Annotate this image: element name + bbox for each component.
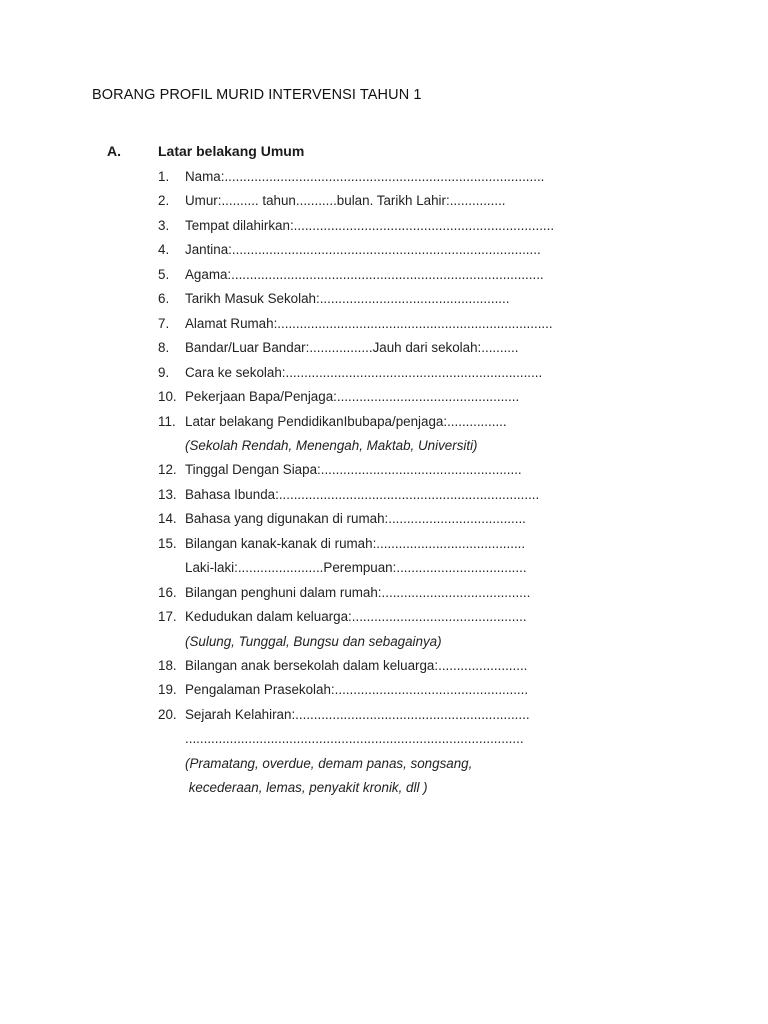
field-label: Latar belakang PendidikanIbubapa/penjaga:................ [185,413,507,429]
form-field-line [158,389,588,404]
field-number: 9. [158,364,170,380]
field-number: 3. [158,217,170,233]
field-number: 19. [158,682,177,698]
form-field-line [158,682,588,697]
form-field-line [158,731,588,746]
field-number: 15. [158,535,177,551]
form-field-line [158,414,588,429]
field-label: Nama:...................................................................................... [185,169,545,184]
form-field-line [158,756,588,771]
field-number: 17. [158,609,177,625]
field-label: Laki-laki:.......................Perempuan:................................... [185,560,527,576]
form-field-line [158,218,588,233]
field-label: Tempat dilahirkan:...................................................................... [185,217,555,233]
field-label: Cara ke sekolah:..................................................................... [185,364,543,380]
field-label: Bilangan anak bersekolah dalam keluarga:........................ [185,658,528,673]
form-field-line [158,560,588,575]
field-label: Pengalaman Prasekolah:.................................................... [185,682,529,698]
field-note: kecederaan, lemas, penyakit kronik, dll ) [185,780,428,796]
field-label: Umur:.......... tahun...........bulan. Tarikh Lahir:............... [185,193,506,209]
form-field-line [158,462,588,477]
field-label: Tinggal Dengan Siapa:...................................................... [185,462,522,478]
page-title: BORANG PROFIL MURID INTERVENSI TAHUN 1 [92,87,422,103]
form-field-line [158,365,588,380]
field-label: Bandar/Luar Bandar:.................Jauh dari sekolah:.......... [185,340,519,356]
form-field-line [158,511,588,526]
field-label: ........................................................................................... [185,731,524,747]
field-note: (Sekolah Rendah, Menengah, Maktab, Universiti) [185,437,478,453]
form-field-line [158,609,588,624]
form-field-line [158,267,588,282]
field-label: Bahasa yang digunakan di rumah:..................................... [185,511,526,527]
field-number: 8. [158,340,170,356]
field-label: Bilangan penghuni dalam rumah:........................................ [185,584,531,600]
section-letter: A. [107,143,121,159]
form-field-line [158,316,588,331]
field-number: 10. [158,389,177,405]
field-label: Alamat Rumah:.......................................................................... [185,315,553,331]
form-field-line [158,634,588,649]
section-heading: Latar belakang Umum [158,143,305,159]
field-label: Sejarah Kelahiran:............................................................... [185,706,530,722]
field-number: 16. [158,584,177,600]
field-label: Pekerjaan Bapa/Penjaga:................................................. [185,389,520,405]
field-label: Bilangan kanak-kanak di rumah:........................................ [185,535,526,551]
form-field-line [158,780,588,795]
form-field-line [158,340,588,355]
field-number: 11. [158,413,176,429]
field-label: Agama:.................................................................................... [185,266,544,282]
form-field-line [158,169,588,184]
field-number: 6. [158,291,170,307]
field-label: Bahasa Ibunda:...................................................................... [185,486,540,502]
field-label: Jantina:................................................................................... [185,242,541,258]
field-number: 5. [158,266,170,282]
field-label: Kedudukan dalam keluarga:............................................... [185,609,527,625]
field-number: 20. [158,706,177,722]
form-field-line [158,658,588,673]
field-number: 18. [158,658,177,673]
form-field-line [158,438,588,453]
form-field-line [158,242,588,257]
form-field-line [158,536,588,551]
field-label: Tarikh Masuk Sekolah:................................................... [185,291,510,307]
field-note: (Pramatang, overdue, demam panas, songsang, [185,755,473,771]
field-number: 13. [158,486,177,502]
field-note: (Sulung, Tunggal, Bungsu dan sebagainya) [185,633,442,649]
field-number: 7. [158,315,170,331]
field-number: 14. [158,511,177,527]
form-field-line [158,707,588,722]
form-field-line [158,193,588,208]
form-field-line [158,487,588,502]
field-number: 12. [158,462,177,478]
field-number: 2. [158,193,170,209]
form-field-line [158,291,588,306]
form-field-line [158,585,588,600]
field-number: 4. [158,242,170,258]
field-number: 1. [158,169,170,184]
